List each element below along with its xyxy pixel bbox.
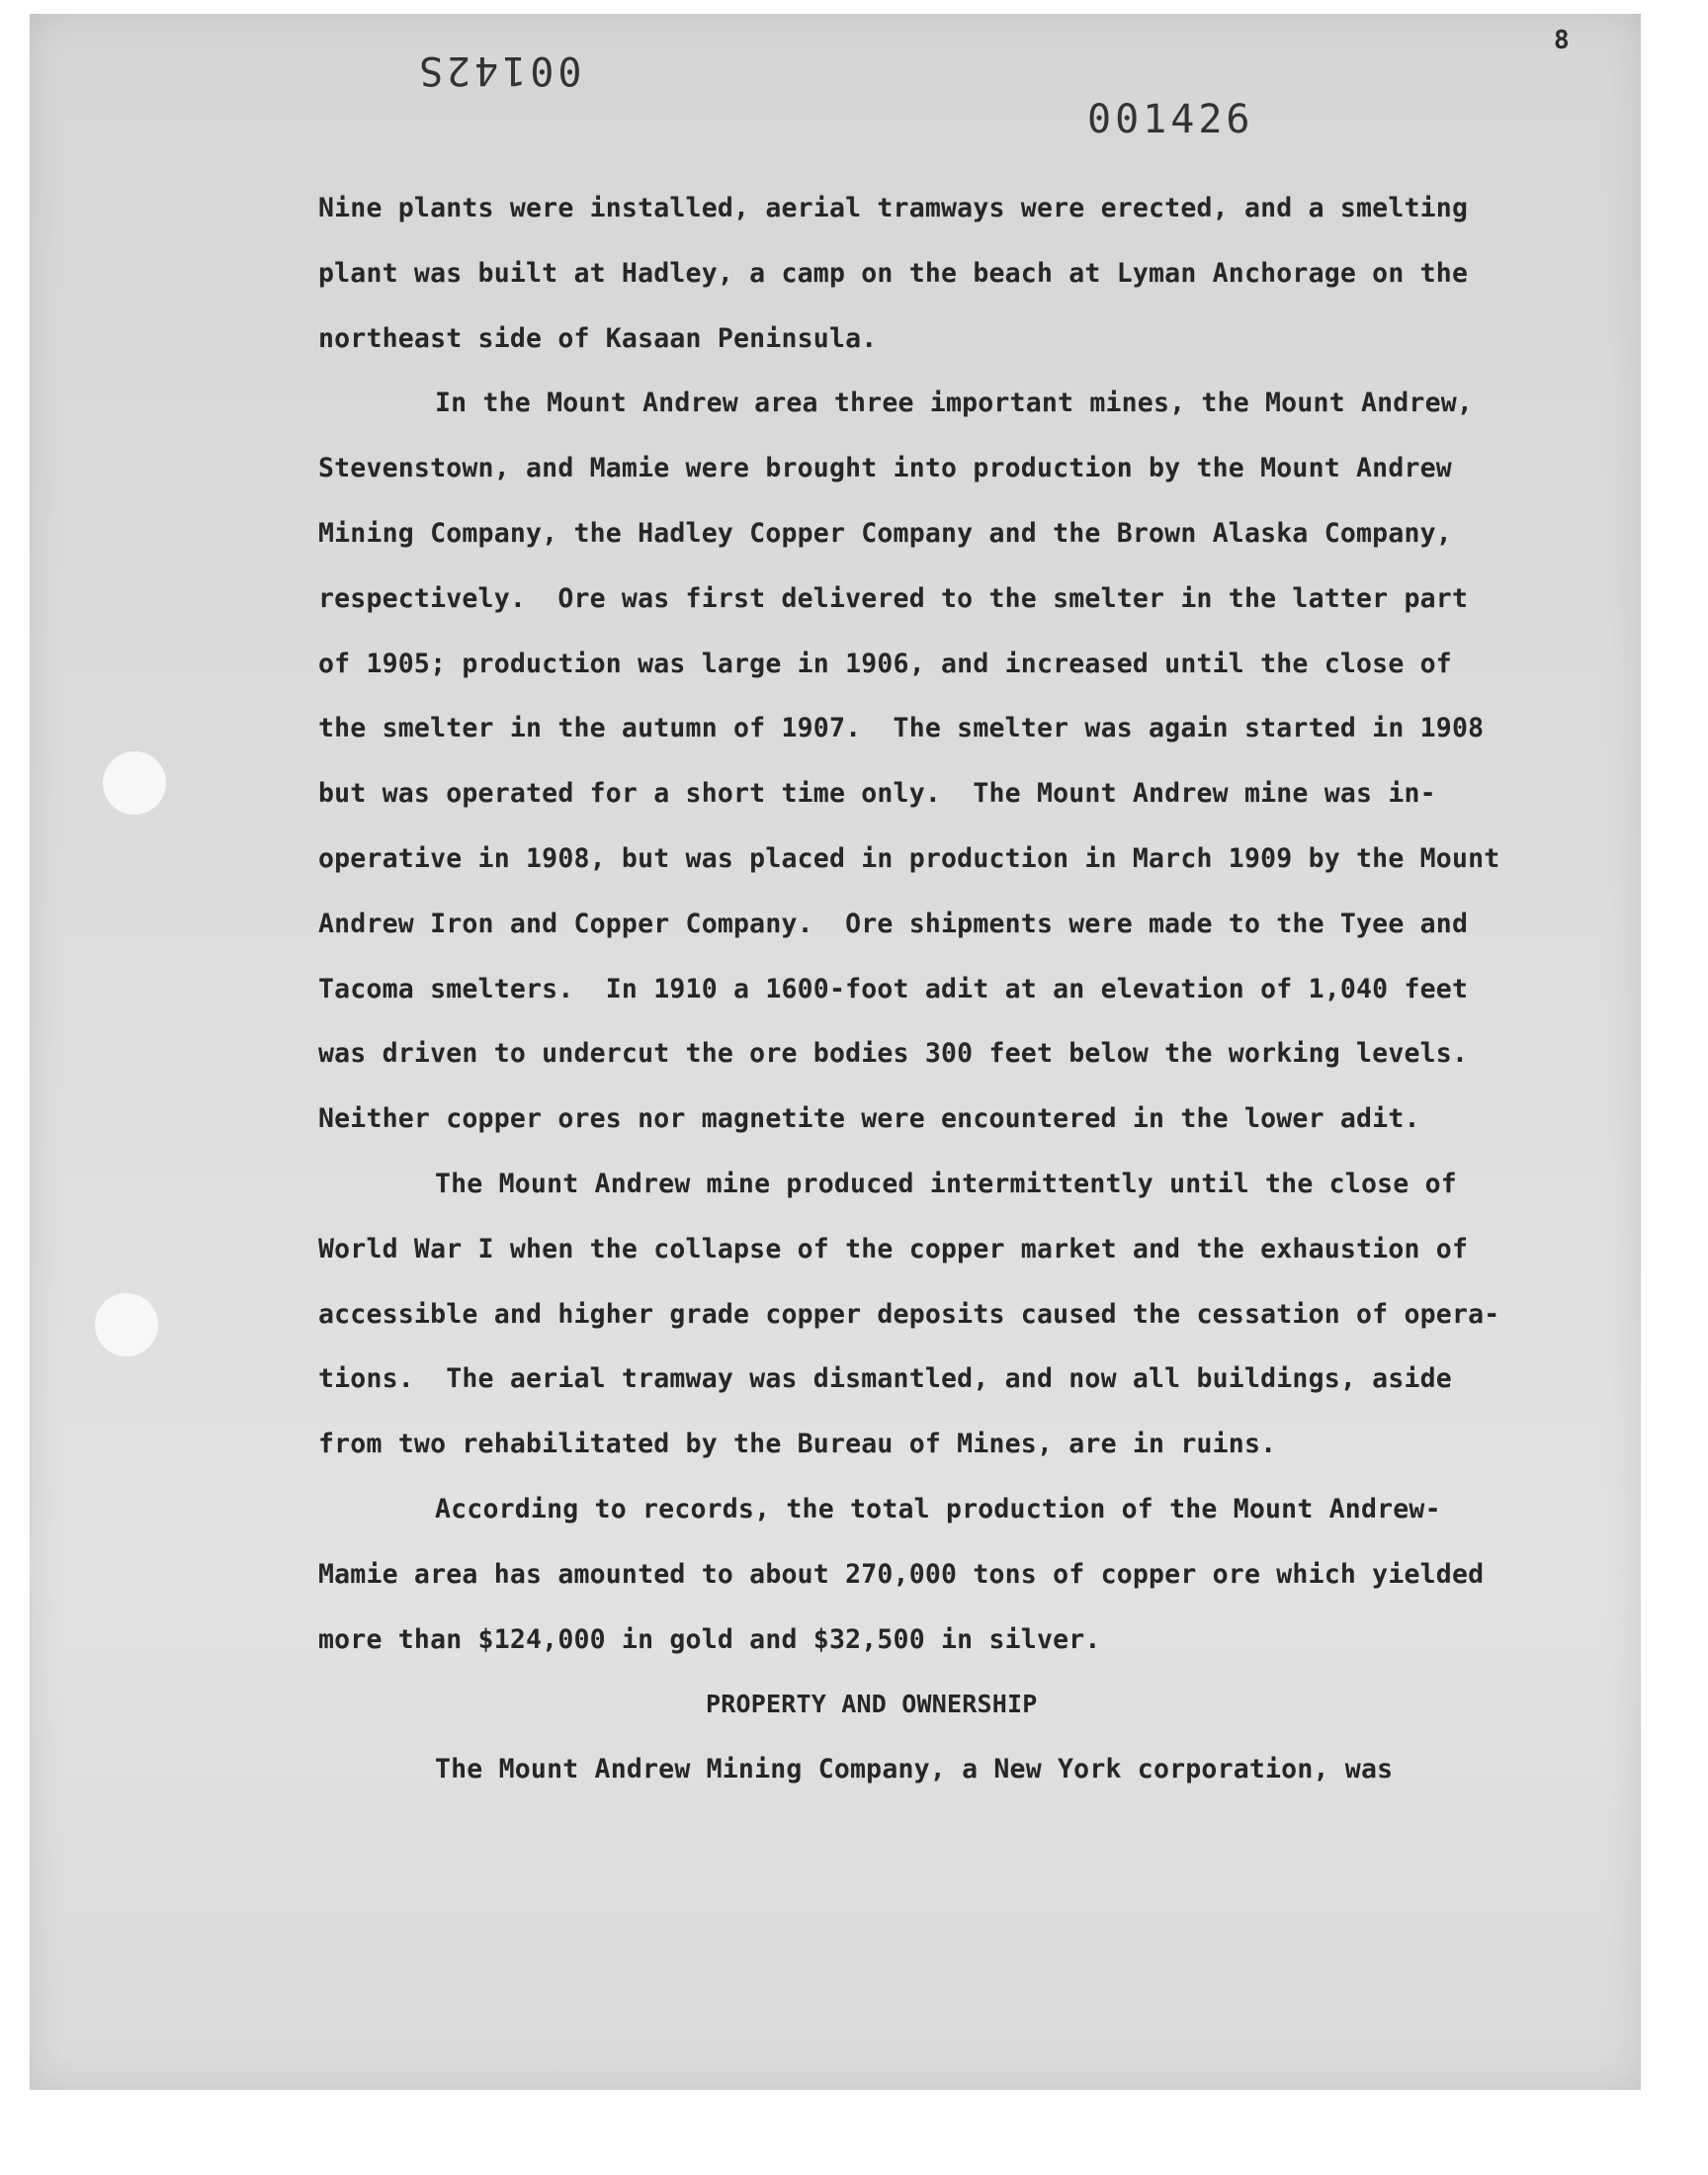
paragraph-2-line-10: Tacoma smelters. In 1910 a 1600-foot adit at an elevation of 1,040 feet xyxy=(318,973,1469,1004)
paragraph-2-line-8: operative in 1908, but was placed in production in March 1909 by the Mount xyxy=(318,842,1500,874)
paragraph-4-line-2: Mamie area has amounted to about 270,000 tons of copper ore which yielded xyxy=(318,1558,1485,1590)
paragraph-2-line-6: the smelter in the autumn of 1907. The smelter was again started in 1908 xyxy=(318,713,1485,744)
paragraph-2-line-11: was driven to undercut the ore bodies 300 feet below the working levels. xyxy=(318,1038,1469,1070)
paragraph-1-line-2: plant was built at Hadley, a camp on the beach at Lyman Anchorage on the xyxy=(318,257,1469,289)
document-body xyxy=(318,176,1544,1802)
paragraph-4-line-1: According to records, the total production of the Mount Andrew- xyxy=(435,1493,1441,1524)
paragraph-2-line-2: Stevenstown, and Mamie were brought into production by the Mount Andrew xyxy=(318,453,1452,484)
section-heading: PROPERTY AND OWNERSHIP xyxy=(706,1690,1038,1719)
paragraph-3-line-3: accessible and higher grade copper deposits caused the cessation of opera- xyxy=(318,1298,1500,1330)
punch-hole-lower xyxy=(95,1293,158,1356)
stamp-top-left: 00142S xyxy=(415,47,582,93)
page-number: 8 xyxy=(1554,26,1570,55)
paragraph-2-line-12: Neither copper ores nor magnetite were encountered in the lower adit. xyxy=(318,1103,1420,1135)
paragraph-2-line-4: respectively. Ore was first delivered to the smelter in the latter part xyxy=(318,582,1469,614)
paragraph-4-line-3: more than $124,000 in gold and $32,500 in silver. xyxy=(318,1623,1101,1655)
paragraph-2-line-1: In the Mount Andrew area three important mines, the Mount Andrew, xyxy=(435,388,1474,419)
paragraph-3-line-1: The Mount Andrew mine produced intermittently until the close of xyxy=(435,1168,1457,1199)
paragraph-2-line-9: Andrew Iron and Copper Company. Ore shipments were made to the Tyee and xyxy=(318,908,1469,939)
paragraph-2-line-5: of 1905; production was large in 1906, and increased until the close of xyxy=(318,648,1452,679)
punch-hole-upper xyxy=(103,751,166,815)
paragraph-2-line-7: but was operated for a short time only. The Mount Andrew mine was in- xyxy=(318,778,1436,810)
stamp-top-right: 001426 xyxy=(1087,97,1254,142)
paragraph-1-line-1: Nine plants were installed, aerial tramways were erected, and a smelting xyxy=(318,193,1469,223)
paragraph-1-line-3: northeast side of Kasaan Peninsula. xyxy=(318,322,878,354)
paragraph-2-line-3: Mining Company, the Hadley Copper Company and the Brown Alaska Company, xyxy=(318,517,1452,549)
paragraph-3-line-4: tions. The aerial tramway was dismantled, and now all buildings, aside xyxy=(318,1363,1452,1395)
paragraph-3-line-2: World War I when the collapse of the copper market and the exhaustion of xyxy=(318,1233,1469,1264)
paragraph-3-line-5: from two rehabilitated by the Bureau of Mines, are in ruins. xyxy=(318,1429,1277,1460)
final-paragraph-line-1: The Mount Andrew Mining Company, a New York corporation, was xyxy=(435,1754,1394,1785)
